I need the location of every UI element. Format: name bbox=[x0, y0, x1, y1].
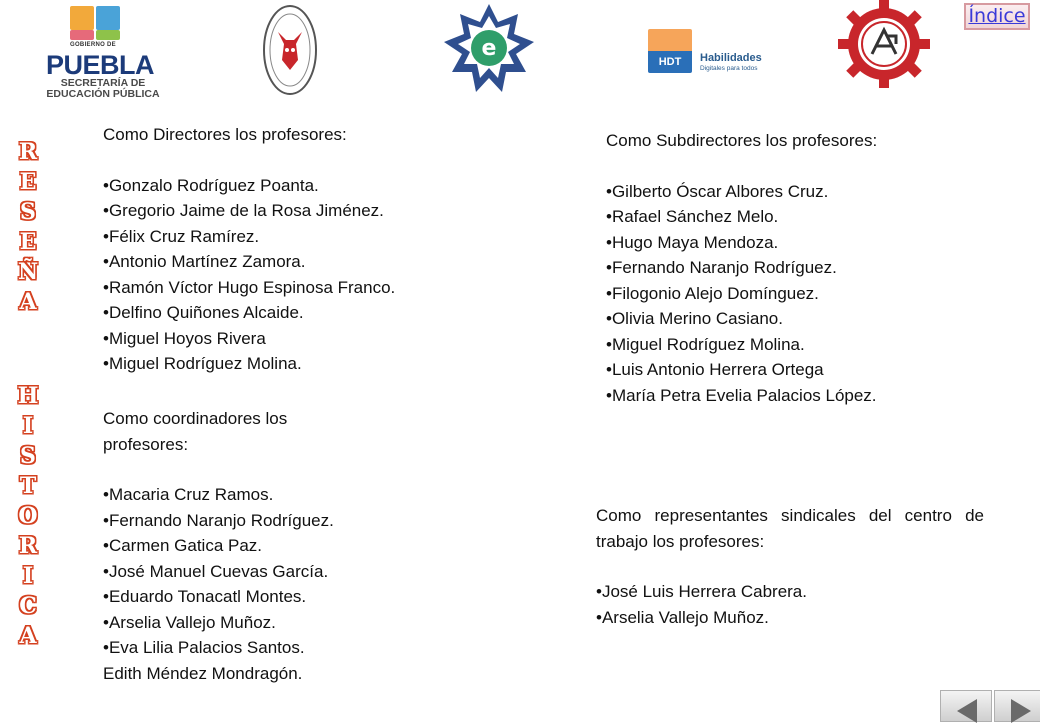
triangle-right-icon bbox=[995, 691, 1040, 723]
logo-square bbox=[96, 6, 120, 30]
subdirectores-heading: Como Subdirectores los profesores: bbox=[606, 131, 878, 150]
hdt-brand-text: Habilidades bbox=[700, 52, 762, 64]
list-item: • Fernando Naranjo Rodríguez. bbox=[606, 255, 1026, 281]
list-item: • Macaria Cruz Ramos. bbox=[103, 482, 523, 508]
list-item: • Gonzalo Rodríguez Poanta. bbox=[103, 173, 523, 199]
list-item: • Eva Lilia Palacios Santos. bbox=[103, 635, 523, 661]
index-button[interactable]: Índice bbox=[964, 3, 1030, 30]
list-item: • Arselia Vallejo Muñoz. bbox=[103, 610, 523, 636]
list-item: • José Luis Herrera Cabrera. bbox=[596, 579, 984, 605]
title-letter: S bbox=[20, 443, 36, 469]
logo-square bbox=[70, 6, 94, 30]
gear-icon bbox=[834, 0, 934, 88]
title-letter: Ñ bbox=[17, 259, 39, 285]
list-item: • Gregorio Jaime de la Rosa Jiménez. bbox=[103, 198, 523, 224]
e-star-logo bbox=[440, 2, 538, 94]
list-item: • María Petra Evelia Palacios López. bbox=[606, 383, 1026, 409]
list-item: • Luis Antonio Herrera Ortega bbox=[606, 357, 1026, 383]
coordinadores-list bbox=[103, 482, 523, 686]
gobierno-puebla-logo bbox=[40, 4, 162, 100]
hdt-badge-text: HDT bbox=[658, 56, 682, 68]
subdirectores-section bbox=[606, 128, 1026, 408]
previous-slide-button[interactable] bbox=[940, 690, 992, 722]
title-letter: E bbox=[19, 169, 37, 195]
list-item: • Gilberto Óscar Albores Cruz. bbox=[606, 179, 1026, 205]
list-item: • Félix Cruz Ramírez. bbox=[103, 224, 523, 250]
list-item: • Arselia Vallejo Muñoz. bbox=[596, 605, 984, 631]
title-letter: O bbox=[18, 503, 38, 529]
list-item: • Rafael Sánchez Melo. bbox=[606, 204, 1026, 230]
e-star-icon bbox=[440, 2, 538, 94]
vertical-title-historica bbox=[14, 381, 42, 651]
next-slide-button[interactable] bbox=[994, 690, 1040, 722]
list-item: • Miguel Rodríguez Molina. bbox=[103, 351, 523, 377]
subdirectores-list bbox=[606, 179, 1026, 409]
list-item: Edith Méndez Mondragón. bbox=[103, 663, 303, 683]
logo-caption-puebla: PUEBLA bbox=[46, 50, 155, 80]
list-item: • José Manuel Cuevas García. bbox=[103, 559, 523, 585]
title-letter: C bbox=[19, 593, 37, 619]
sindicales-section bbox=[596, 503, 984, 630]
directores-list bbox=[103, 173, 523, 377]
title-letter: R bbox=[18, 533, 38, 559]
logo-square bbox=[96, 30, 120, 40]
escuela-secundaria-logo bbox=[254, 0, 326, 100]
title-letter: R bbox=[18, 139, 38, 165]
logo-square bbox=[70, 30, 94, 40]
list-item: • Filogonio Alejo Domínguez. bbox=[606, 281, 1026, 307]
hdt-habilidades-logo bbox=[648, 26, 772, 80]
list-item: • Eduardo Tonacatl Montes. bbox=[103, 584, 523, 610]
title-letter: I bbox=[22, 413, 34, 439]
logo-caption-sep: SECRETARÍA DE EDUCACIÓN PÚBLICA bbox=[46, 77, 160, 100]
list-item: • Miguel Rodríguez Molina. bbox=[606, 332, 1026, 358]
title-letter: T bbox=[19, 473, 37, 499]
coordinadores-heading: Como coordinadores los profesores: bbox=[103, 409, 288, 454]
escuela-shield-icon bbox=[254, 0, 326, 100]
list-item: • Hugo Maya Mendoza. bbox=[606, 230, 1026, 256]
title-letter: H bbox=[17, 383, 39, 409]
directores-heading: Como Directores los profesores: bbox=[103, 125, 347, 144]
title-letter: I bbox=[22, 563, 34, 589]
triangle-left-icon bbox=[941, 691, 993, 723]
hdt-brand-subtext: Digitales para todos bbox=[700, 65, 758, 72]
list-item: • Fernando Naranjo Rodríguez. bbox=[103, 508, 523, 534]
title-letter: S bbox=[20, 199, 36, 225]
list-item: • Carmen Gatica Paz. bbox=[103, 533, 523, 559]
list-item: • Antonio Martínez Zamora. bbox=[103, 249, 523, 275]
title-letter: E bbox=[19, 229, 37, 255]
list-item: • Delfino Quiñones Alcaide. bbox=[103, 300, 523, 326]
title-letter: A bbox=[19, 623, 37, 649]
gear-school-logo bbox=[834, 0, 934, 88]
sindicales-heading: Como representantes sindicales del centro de trabajo los profesores: bbox=[596, 506, 984, 551]
coordinadores-section bbox=[103, 406, 523, 686]
logo-caption-gobierno: GOBIERNO DE bbox=[70, 42, 116, 48]
title-letter: A bbox=[19, 289, 37, 315]
list-item: • Olivia Merino Casiano. bbox=[606, 306, 1026, 332]
list-item: • Ramón Víctor Hugo Espinosa Franco. bbox=[103, 275, 523, 301]
directores-section bbox=[103, 122, 523, 377]
sindicales-list bbox=[596, 579, 984, 630]
vertical-title-resena bbox=[14, 137, 42, 317]
svg-text:e: e bbox=[481, 36, 497, 61]
list-item: • Miguel Hoyos Rivera bbox=[103, 326, 523, 352]
